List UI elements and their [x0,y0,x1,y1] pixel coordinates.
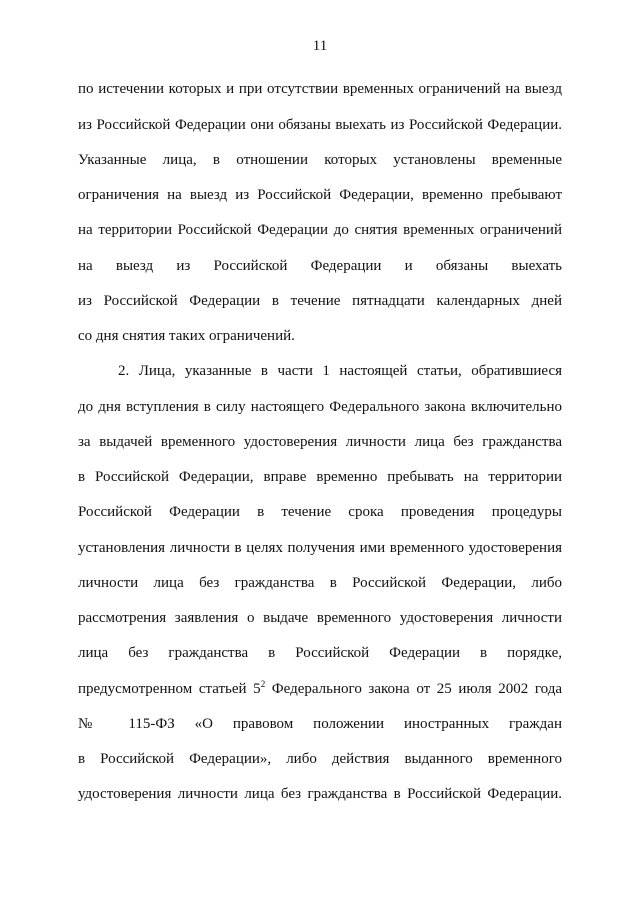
text-line-8: со дня снятия таких ограничений. [78,328,295,344]
text-line-17: лица без гражданства в Российской Федерации в порядке, [78,645,562,661]
text-line-3: Указанные лица, в отношении которых установлены временные [78,152,562,168]
text-line-1: по истечении которых и при отсутствии временных ограничений на выезд [78,81,562,97]
text-line-16: рассмотрения заявления о выдаче временного удостоверения личности [78,610,562,626]
text-line-15: личности лица без гражданства в Российской Федерации, либо [78,575,562,591]
text-line-18 [78,677,562,701]
text-line-13: Российской Федерации в течение срока проведения процедуры [78,504,562,520]
text-line-6: на выезд из Российской Федерации и обязаны выехать [78,258,562,274]
paragraph-2-first-line: 2. Лица, указанные в части 1 настоящей статьи, обратившиеся [118,363,562,379]
text-line-11: за выдачей временного удостоверения личности лица без гражданства [78,434,562,450]
text-line-18-before: предусмотренном статьей 5 [78,681,261,697]
text-line-10: до дня вступления в силу настоящего Федерального закона включительно [78,399,562,415]
text-line-7: из Российской Федерации в течение пятнадцати календарных дней [78,293,562,309]
text-line-14: установления личности в целях получения ими временного удостоверения [78,540,562,556]
text-line-4: ограничения на выезд из Российской Федерации, временно пребывают [78,187,562,203]
text-line-18-after: Федерального закона от 25 июля 2002 года [265,681,562,697]
text-line-19: № 115-ФЗ «О правовом положении иностранных граждан [78,716,562,732]
text-line-5: на территории Российской Федерации до снятия временных ограничений [78,222,562,238]
text-line-20: в Российской Федерации», либо действия выданного временного [78,751,562,767]
text-line-12: в Российской Федерации, вправе временно пребывать на территории [78,469,562,485]
page-number: 11 [312,38,328,54]
text-line-21: удостоверения личности лица без гражданства в Российской Федерации. [78,786,562,802]
text-line-2: из Российской Федерации они обязаны выехать из Российской Федерации. [78,117,562,133]
superscript-2: 2 [260,679,266,689]
